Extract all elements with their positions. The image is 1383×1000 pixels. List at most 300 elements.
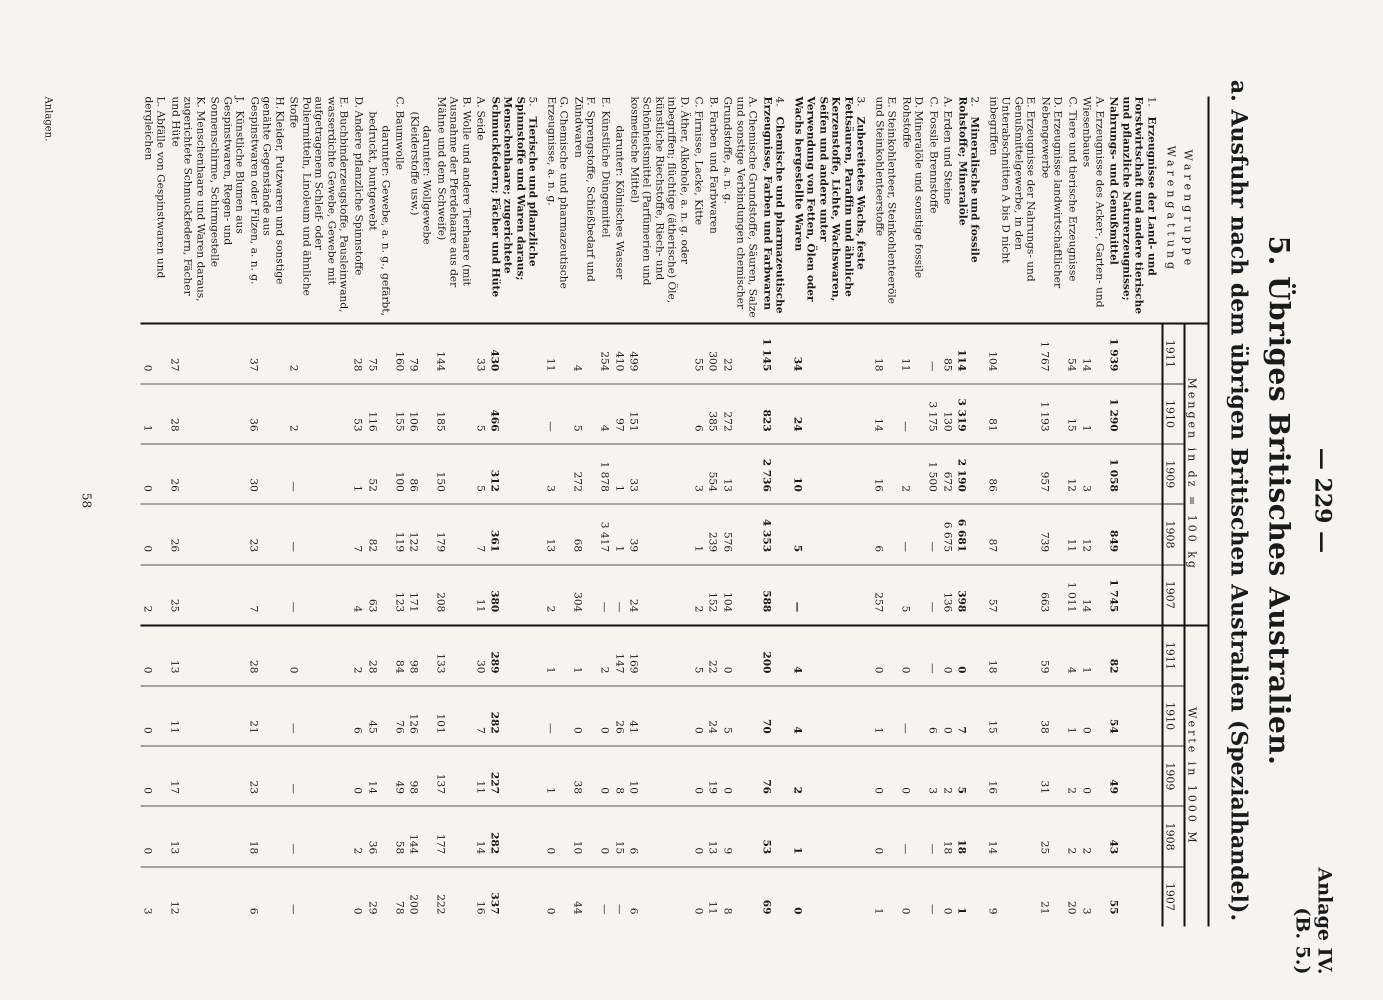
value-1909: 0	[872, 746, 899, 806]
value-1910: 282	[488, 686, 544, 746]
quantity-1907: 2	[691, 564, 706, 625]
quantity-1910: 53	[351, 383, 366, 443]
table-row	[247, 96, 287, 926]
value-1910: 5	[720, 686, 760, 746]
value-1911: 0	[940, 625, 955, 686]
value-1907: 1	[872, 907, 885, 914]
table-row	[598, 96, 613, 926]
value-1908: 15	[612, 806, 627, 866]
quantity-1911: 144	[434, 323, 474, 384]
quantity-1909: 3	[544, 444, 571, 504]
qty-year-1907: 1907	[1162, 564, 1184, 625]
quantity-1910: 3 319	[955, 383, 986, 443]
value-1911: 1	[1079, 625, 1106, 686]
row-label	[473, 96, 488, 323]
value-1911: —	[926, 625, 941, 686]
value-1907: 3	[1080, 907, 1092, 914]
value-1911: 133	[434, 625, 474, 686]
value-1911: 0	[955, 625, 986, 686]
quantity-1910: 1	[141, 383, 168, 443]
value-1909: 2	[791, 746, 872, 806]
value-1911: 18	[986, 625, 1038, 686]
quantity-1908: —	[926, 504, 941, 564]
quantity-1910: 385	[706, 383, 721, 443]
value-1908: 18	[247, 806, 287, 866]
row-letter: E.	[337, 96, 350, 108]
header-value: Werte in 1000 M	[1184, 625, 1208, 926]
row-label	[434, 96, 474, 323]
table-row	[872, 96, 899, 926]
quantity-1909: 2	[899, 444, 926, 504]
row-label	[407, 96, 434, 323]
value-1910: 54	[1106, 686, 1162, 746]
value-1911: 200	[760, 625, 791, 686]
table-row	[720, 96, 760, 926]
row-label	[544, 96, 571, 323]
value-1909: 98	[407, 746, 434, 806]
quantity-1911: 75	[365, 323, 392, 384]
row-label	[392, 96, 407, 323]
quantity-1910: 14	[872, 383, 899, 443]
quantity-1908: 179	[434, 504, 474, 564]
value-1908: 14	[473, 806, 488, 866]
quantity-1910: 1 290	[1106, 383, 1162, 443]
value-1911: 2	[598, 625, 613, 686]
row-label	[571, 96, 598, 323]
value-1908: 0	[598, 806, 613, 866]
quantity-1908: 576	[720, 504, 760, 564]
quantity-1909: 5	[473, 444, 488, 504]
value-1909: 3	[926, 746, 941, 806]
table-row	[365, 96, 392, 926]
value-1907: 6	[627, 907, 640, 914]
quantity-1908: 87	[986, 504, 1038, 564]
value-1907: 55	[1107, 899, 1119, 914]
value-1908: —	[899, 806, 926, 866]
value-1907: 44	[571, 900, 584, 914]
quantity-1911: 300	[706, 323, 721, 384]
quantity-1908: 6	[872, 504, 899, 564]
value-1908: 2	[351, 806, 366, 866]
table-row	[1106, 96, 1162, 926]
value-1909: 0	[141, 746, 168, 806]
page-number: — 229 —	[1309, 447, 1335, 553]
row-letter: E.	[1024, 96, 1037, 108]
value-1907: 1	[955, 906, 968, 914]
quantity-1909: 312	[488, 444, 544, 504]
quantity-1907: 304	[571, 564, 598, 625]
quantity-1911: 114	[955, 323, 986, 384]
row-label	[365, 96, 392, 323]
value-1908: 0	[544, 806, 571, 866]
quantity-1910: 116	[365, 383, 392, 443]
value-1907: 0	[544, 907, 557, 914]
quantity-1909: 957	[1038, 444, 1065, 504]
value-1909: 31	[1038, 746, 1065, 806]
row-text: darunter: Kölnisches Wasser	[613, 125, 626, 279]
quantity-1909: 2 736	[760, 444, 791, 504]
quantity-1908: 6 681	[955, 504, 986, 564]
quantity-1911: 11	[544, 323, 571, 384]
value-1908: 0	[141, 806, 168, 866]
page-subtitle: a. Ausfuhr nach dem übrigen Britischen Australien (Spezialhandel).	[1225, 79, 1251, 921]
value-1911: 22	[706, 625, 721, 686]
row-text: Tierische und pflanzliche Spinnstoffe und Waren daraus; Menschenhaare; zugerichtete Schmuckfedern; Fächer und Hüte	[489, 96, 539, 297]
row-label	[247, 96, 287, 323]
header-category	[1162, 96, 1208, 323]
value-1911: 84	[392, 625, 407, 686]
value-1910: 0	[940, 686, 955, 746]
quantity-1911: 1 939	[1106, 323, 1162, 384]
quantity-1910: —	[544, 383, 571, 443]
row-letter: 3.	[854, 96, 867, 107]
quantity-1907: 588	[760, 564, 791, 625]
quantity-1911: 160	[392, 323, 407, 384]
value-1909: 0	[1079, 746, 1106, 806]
value-1908: 18	[955, 806, 986, 866]
value-1910: 70	[760, 686, 791, 746]
quantity-1910: 28	[168, 383, 208, 443]
value-1908: —	[926, 806, 941, 866]
quantity-1910: 24	[791, 383, 872, 443]
quantity-1908: —	[899, 504, 926, 564]
quantity-1909: 1 878	[598, 444, 613, 504]
quantity-1911: 34	[791, 323, 872, 384]
row-letter: E.	[599, 96, 611, 108]
value-1910: 1	[872, 686, 899, 746]
quantity-1909: 52	[365, 444, 392, 504]
table-row	[955, 96, 986, 926]
value-1907: 20	[1065, 900, 1078, 914]
row-letter: 1.	[1145, 96, 1157, 107]
row-text: Mineralöle und sonstige fossile Rohstoffe	[900, 96, 925, 278]
quantity-1911: 18	[872, 323, 899, 384]
row-label	[612, 96, 627, 323]
row-label	[627, 96, 692, 323]
quantity-1910: 466	[488, 383, 544, 443]
value-1908: 58	[392, 806, 407, 866]
value-1908	[207, 806, 247, 866]
quantity-1911: 22	[720, 323, 760, 384]
table-row	[706, 96, 721, 926]
value-1907: 0	[941, 907, 953, 914]
row-label	[207, 96, 247, 323]
quantity-1911: 14	[1079, 323, 1106, 384]
quantity-1907: 398	[955, 564, 986, 625]
quantity-1908: 122	[407, 504, 434, 564]
row-letter: D.	[678, 96, 690, 108]
row-text: Kleider, Putzwaren und sonstige genähte Gegenstände aus Gespinstwaren oder Filzen, a. n. g.	[248, 96, 285, 284]
value-1908: 2	[1065, 806, 1080, 866]
value-1910: 101	[434, 686, 474, 746]
quantity-1909: 672	[940, 444, 955, 504]
quantity-1907: 14	[1079, 564, 1106, 625]
quantity-1911: 79	[407, 323, 434, 384]
table-row	[207, 96, 247, 926]
value-1910: 76	[392, 686, 407, 746]
row-text: Fossile Brennstoffe	[927, 110, 939, 214]
value-1908: 43	[1106, 806, 1162, 866]
value-1908: 2	[1079, 806, 1106, 866]
quantity-1909: 16	[872, 444, 899, 504]
quantity-1907: —	[612, 564, 627, 625]
row-letter: A.	[746, 96, 759, 108]
value-1907: 0	[692, 907, 704, 914]
row-text: Buchbinderzeugstoffe, Pausleinwand, wasserdichte Gewebe, Gewebe mit aufgetragenem Schleif- oder Poliermitteln, Linoleum und ähnliche Stoffe	[287, 96, 350, 312]
row-letter: H.	[273, 96, 285, 109]
table-body	[141, 96, 1163, 926]
quantity-1910: 106	[407, 383, 434, 443]
row-label	[706, 96, 721, 323]
row-label	[1106, 96, 1162, 323]
quantity-1908: 1	[612, 504, 627, 564]
quantity-1908: —	[286, 504, 351, 564]
value-1910: 26	[612, 686, 627, 746]
quantity-1911	[207, 323, 247, 384]
quantity-1908: 239	[706, 504, 721, 564]
value-1911: 0	[141, 625, 168, 686]
value-1911: 59	[1038, 625, 1065, 686]
value-1908: 177	[434, 806, 474, 866]
quantity-1909: 3	[1079, 444, 1106, 504]
value-1909: 2	[940, 746, 955, 806]
value-1909: 0	[598, 746, 613, 806]
row-label	[168, 96, 208, 323]
quantity-1909: —	[286, 444, 351, 504]
value-1909: 0	[899, 746, 926, 806]
quantity-1910: 1	[1079, 383, 1106, 443]
quantity-1911: 1 767	[1038, 323, 1065, 384]
value-1909: 0	[351, 746, 366, 806]
table-row	[488, 96, 544, 926]
annex-line1: Anlage IV.	[1313, 867, 1335, 974]
value-1909: 49	[1106, 746, 1162, 806]
page-title: 5. Übriges Britisches Australien.	[1262, 235, 1295, 765]
qty-year-1910: 1910	[1162, 383, 1184, 443]
quantity-1910: 4	[598, 383, 613, 443]
quantity-1909: 3	[691, 444, 706, 504]
table-row	[351, 96, 366, 926]
row-label	[351, 96, 366, 323]
value-1910: 45	[365, 686, 392, 746]
table-row	[286, 96, 351, 926]
row-text: Farben und Farbwaren	[707, 110, 719, 234]
row-text: Wolle und andere Tierhaare (mit Ausnahme der Pferdehaare aus der Mähne und dem Schweife)	[435, 96, 472, 287]
row-text: Erden und Steine	[941, 110, 954, 205]
quantity-1910: 5	[473, 383, 488, 443]
quantity-1907: —	[286, 564, 351, 625]
quantity-1911: 104	[986, 323, 1038, 384]
row-text: Erzeugnisse des Acker-, Garten- und Wiesenbaues	[1080, 96, 1105, 308]
value-1907: 78	[393, 900, 405, 914]
row-label	[1038, 96, 1065, 323]
value-1911: 2	[351, 625, 366, 686]
row-letter: C.	[393, 96, 406, 108]
table-row	[760, 96, 791, 926]
value-1911: 98	[407, 625, 434, 686]
value-1911: 13	[168, 625, 208, 686]
table-row	[168, 96, 208, 926]
row-text: Äther, Alkohole, a. n. g. oder inbegriffen; flüchtige (ätherische) Öle, künstliche Riechstoffe, Riech- und Schönheitsmittel (Parfümerien und kosmetische Mittel)	[628, 96, 690, 303]
row-letter: C.	[1066, 96, 1078, 108]
value-1907: 3	[141, 907, 154, 914]
quantity-1907: 11	[473, 564, 488, 625]
quantity-1907: 257	[872, 564, 899, 625]
value-1908: 282	[488, 806, 544, 866]
row-text: darunter: Wollgewebe (Kleiderstoffe usw.)	[408, 111, 433, 245]
value-1909: 14	[365, 746, 392, 806]
row-label	[691, 96, 706, 323]
quantity-1909: 1 058	[1106, 444, 1162, 504]
quantity-1910: 823	[760, 383, 791, 443]
value-1911: 4	[1065, 625, 1080, 686]
row-label	[720, 96, 760, 323]
value-1911: 0	[872, 625, 899, 686]
quantity-1908: 11	[1065, 504, 1080, 564]
quantity-1910: 1 193	[1038, 383, 1065, 443]
value-1909: 19	[706, 746, 721, 806]
value-1907: —	[613, 903, 625, 914]
value-1908: 0	[872, 806, 899, 866]
quantity-1908: 1	[691, 504, 706, 564]
quantity-1907	[207, 564, 247, 625]
row-label	[141, 96, 168, 323]
row-letter: B.	[460, 96, 472, 108]
table-row	[791, 96, 872, 926]
value-1910: 0	[141, 686, 168, 746]
row-letter: A.	[474, 96, 487, 108]
table-row	[141, 96, 168, 926]
row-label	[940, 96, 955, 323]
quantity-1909: 554	[706, 444, 721, 504]
value-1910: 0	[691, 686, 706, 746]
quantity-1910: 97	[612, 383, 627, 443]
quantity-1911: 33	[473, 323, 488, 384]
value-1908: 25	[1038, 806, 1065, 866]
row-letter: D.	[912, 96, 925, 108]
value-1911: 289	[488, 625, 544, 686]
value-1907: 16	[474, 900, 486, 914]
row-text: Künstliche Düngemittel	[599, 110, 611, 237]
value-1911: 30	[473, 625, 488, 686]
value-1909: 5	[955, 746, 986, 806]
quantity-1911: 499	[627, 323, 692, 384]
value-1910: 6	[926, 686, 941, 746]
row-letter: D.	[352, 96, 364, 108]
row-letter: J.	[233, 96, 246, 103]
value-1910: 7	[955, 686, 986, 746]
row-text: Erzeugnisse der Land- und Forstwirtschaft und andere tierische und pflanzliche Naturerzeugnisse; Nahrungs- und Genußmittel	[1107, 96, 1157, 314]
quantity-1911: 85	[940, 323, 955, 384]
quantity-1908: 119	[392, 504, 407, 564]
quantity-1911: 37	[247, 323, 287, 384]
value-1911: 82	[1106, 625, 1162, 686]
value-1910: —	[899, 686, 926, 746]
quantity-1908: 3 417	[598, 504, 613, 564]
quantity-1909: 10	[791, 444, 872, 504]
quantity-1909: 13	[720, 444, 760, 504]
table-row	[407, 96, 434, 926]
value-1910: 126	[407, 686, 434, 746]
quantity-1910: —	[899, 383, 926, 443]
quantity-1909: 100	[392, 444, 407, 504]
value-1907: 337	[488, 891, 501, 914]
value-1908: 18	[940, 806, 955, 866]
quantity-1909: 12	[1065, 444, 1080, 504]
row-text: Chemische und pharmazeutische Erzeugnisse, Farben und Farbwaren	[761, 96, 786, 314]
value-1910: 4	[791, 686, 872, 746]
quantity-1911: 430	[488, 323, 544, 384]
quantity-1908: 361	[488, 504, 544, 564]
value-1907: 12	[168, 900, 181, 914]
value-1910: 6	[351, 686, 366, 746]
quantity-1909: 1	[351, 444, 366, 504]
quantity-1907: 57	[986, 564, 1038, 625]
quantity-1910	[207, 383, 247, 443]
quantity-1907: 1 745	[1106, 564, 1162, 625]
quantity-1907: 152	[706, 564, 721, 625]
value-1908: 6	[627, 806, 692, 866]
quantity-1909: 150	[434, 444, 474, 504]
value-1911: 28	[247, 625, 287, 686]
table-row	[1079, 96, 1106, 926]
quantity-1907: 24	[627, 564, 692, 625]
quantity-1911: 27	[168, 323, 208, 384]
row-letter: L.	[154, 96, 167, 107]
quantity-1909: 1 500	[926, 444, 941, 504]
value-1908: 14	[986, 806, 1038, 866]
value-1911: 5	[691, 625, 706, 686]
quantity-1908: 849	[1106, 504, 1162, 564]
row-label	[926, 96, 941, 323]
value-1907: 222	[434, 893, 447, 914]
row-letter: A.	[1093, 96, 1105, 108]
value-1907: 21	[1038, 900, 1051, 914]
value-1910: 11	[168, 686, 208, 746]
value-1909: 2	[1065, 746, 1080, 806]
value-1907: 9	[986, 907, 999, 914]
quantity-1907: —	[926, 564, 941, 625]
row-label	[1079, 96, 1106, 323]
value-1911	[207, 625, 247, 686]
quantity-1910: 3 175	[926, 383, 941, 443]
row-text: Tiere und tierische Erzeugnisse	[1066, 110, 1078, 282]
value-1907: 200	[407, 893, 420, 914]
value-1908: 144	[407, 806, 434, 866]
value-1909: —	[286, 746, 351, 806]
quantity-1911: 0	[141, 323, 168, 384]
value-1910: 41	[627, 686, 692, 746]
value-1908: —	[286, 806, 351, 866]
table-row	[434, 96, 474, 926]
quantity-1907: 25	[168, 564, 208, 625]
value-1911: 0	[899, 625, 926, 686]
quantity-1910: 5	[571, 383, 598, 443]
quantity-1909: 86	[986, 444, 1038, 504]
row-letter: B.	[707, 96, 719, 108]
row-letter: E.	[885, 96, 898, 108]
table-row	[1038, 96, 1065, 926]
value-1908: 36	[365, 806, 392, 866]
val-year-1908: 1908	[1162, 806, 1184, 866]
value-1910: 0	[598, 686, 613, 746]
value-1907: 6	[247, 907, 260, 914]
row-text: Sprengstoffe, Schießbedarf und Zündwaren	[572, 96, 597, 282]
quantity-1907: 171	[407, 564, 434, 625]
value-1908: 53	[760, 806, 791, 866]
quantity-1911: 1 145	[760, 323, 791, 384]
quantity-1907: 208	[434, 564, 474, 625]
